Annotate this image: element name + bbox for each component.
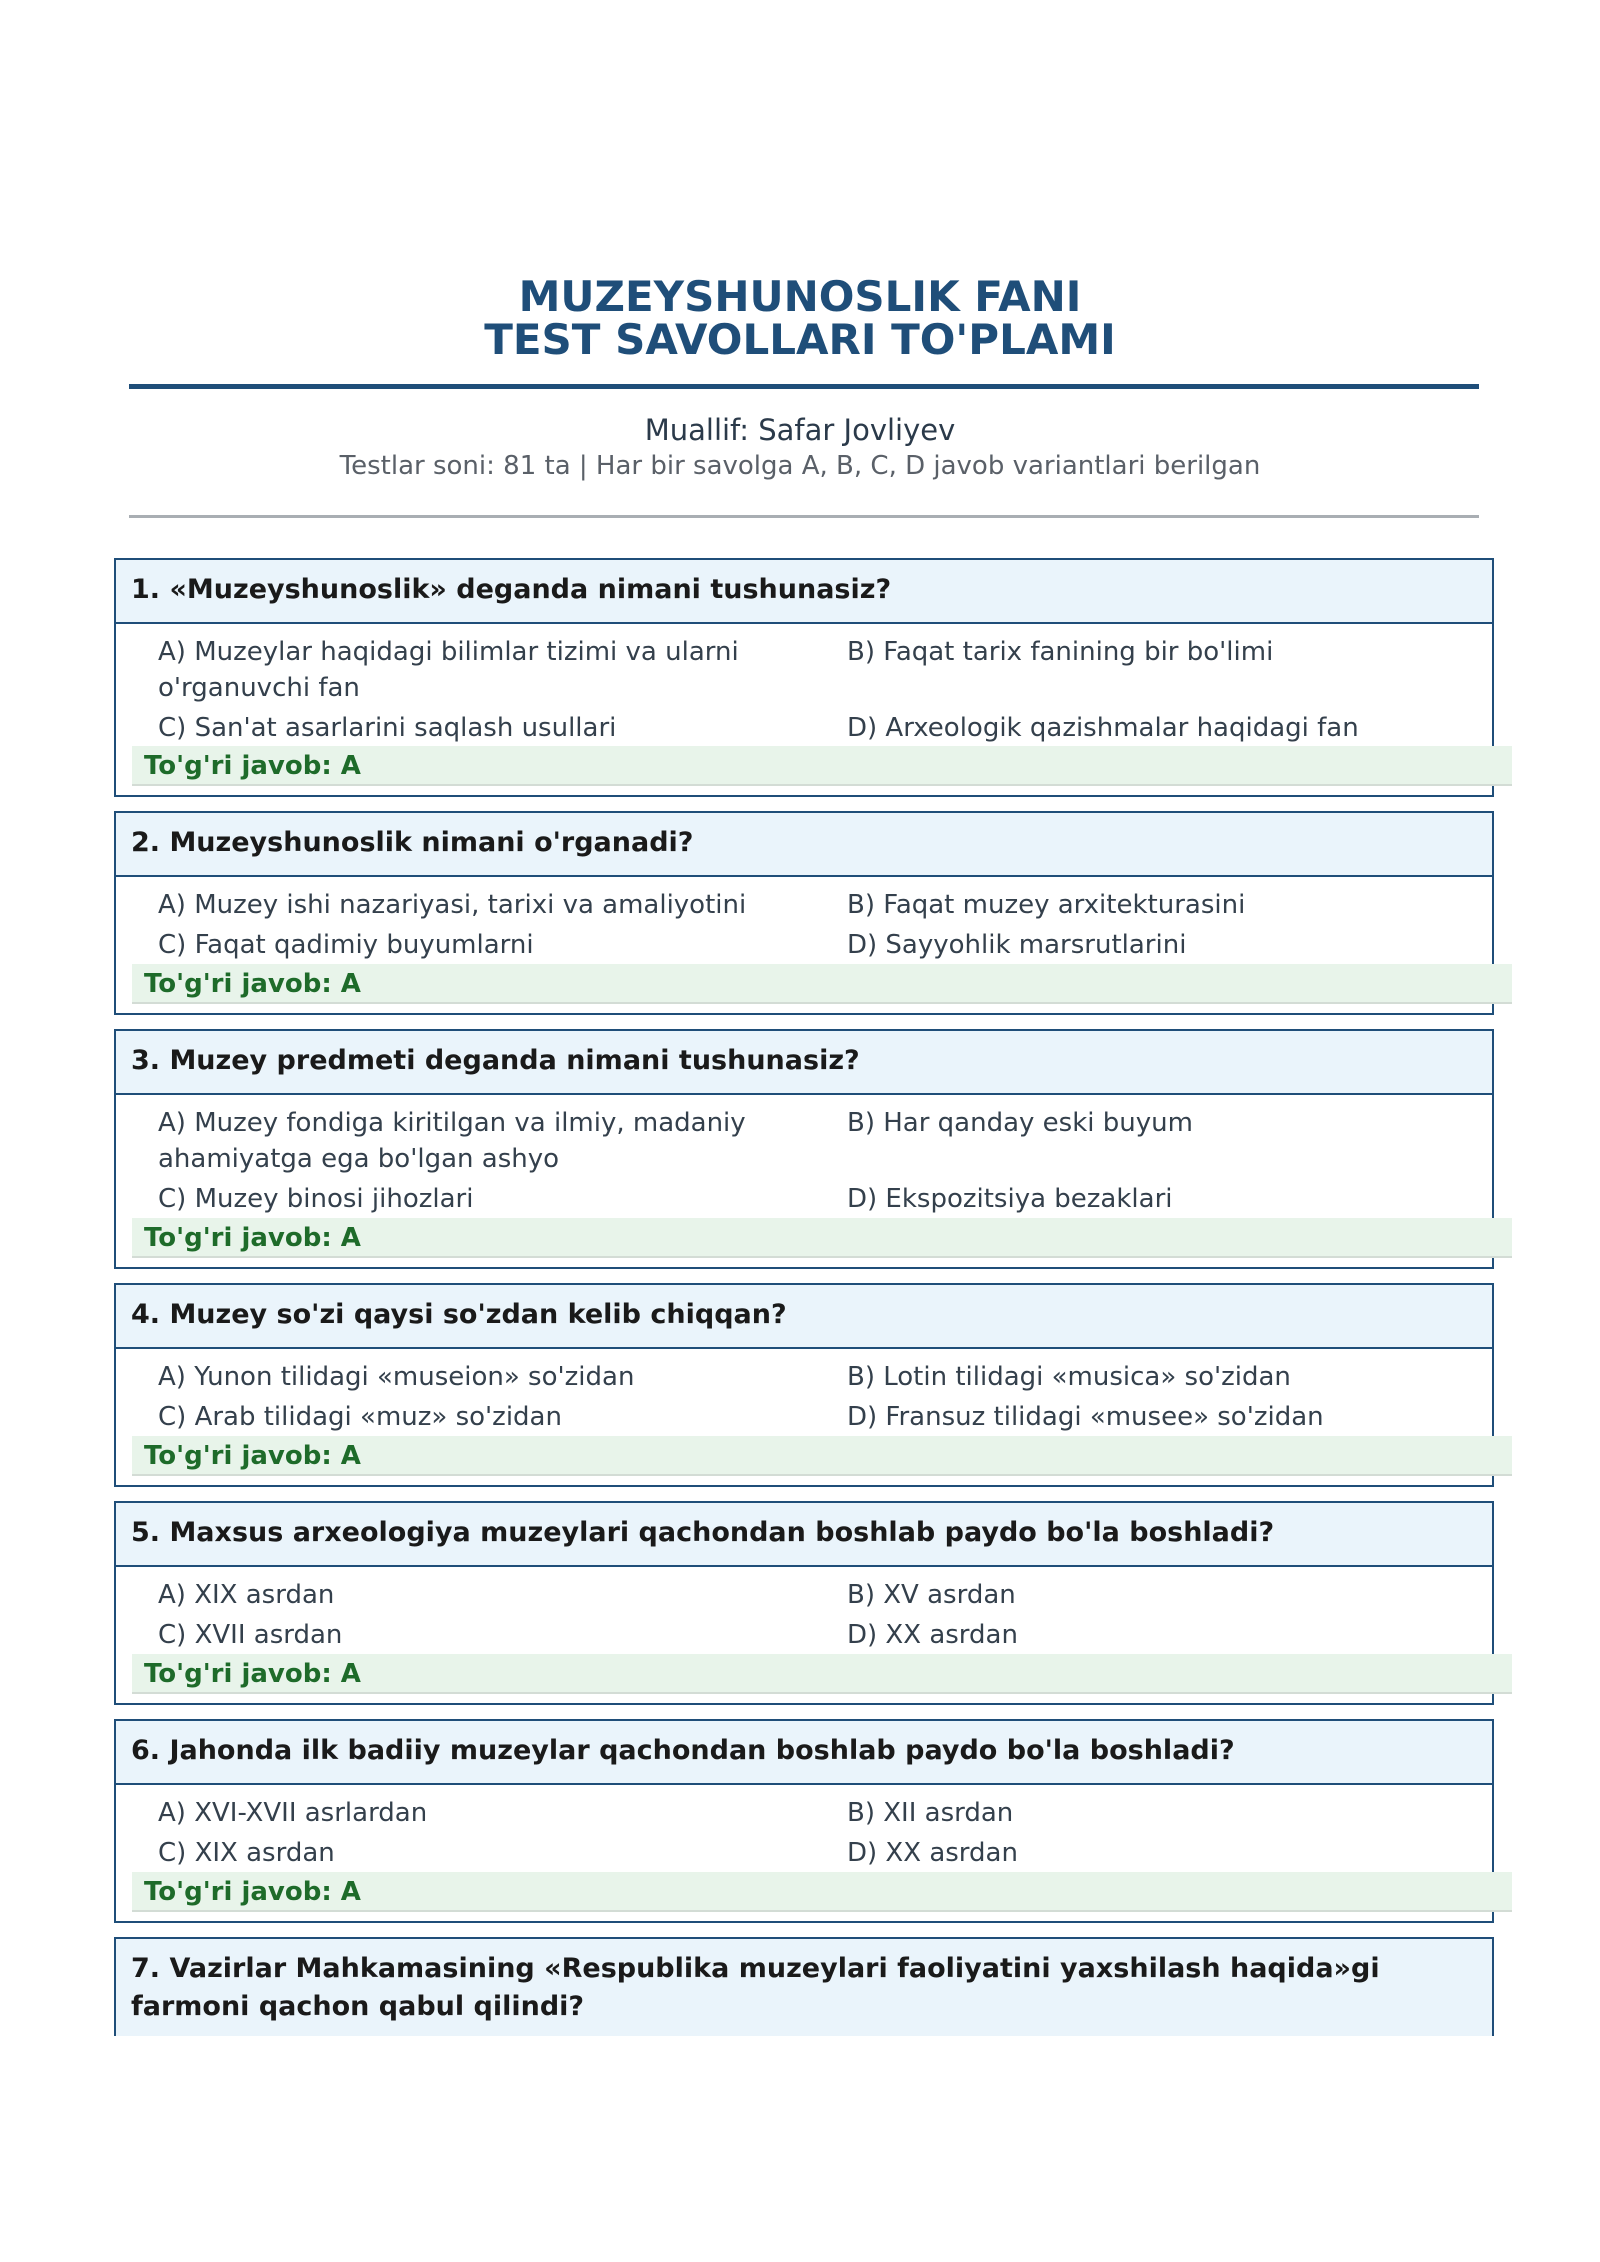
- option-b: B) Faqat tarix fanining bir bo'limi: [847, 637, 1274, 667]
- option-a: A) Muzey ishi nazariyasi, tarixi va amaliyotini: [158, 890, 747, 920]
- correct-answer: To'g'ri javob: A: [132, 1654, 1512, 1694]
- question-card-5: [114, 1501, 1494, 1705]
- question-text: 6. Jahonda ilk badiiy muzeylar qachondan boshlab paydo bo'la boshladi?: [116, 1721, 1492, 1785]
- question-card-2: [114, 811, 1494, 1015]
- question-text: 7. Vazirlar Mahkamasining «Respublika muzeylari faoliyatini yaxshilash haqida»gi farmoni qachon qabul qilindi?: [116, 1939, 1492, 2036]
- question-text: 3. Muzey predmeti deganda nimani tushunasiz?: [116, 1031, 1492, 1095]
- test-info-line: Testlar soni: 81 ta | Har bir savolga A, B, C, D javob variantlari berilgan: [339, 451, 1261, 481]
- option-b: B) Faqat muzey arxitekturasini: [847, 890, 1246, 920]
- option-b: B) XII asrdan: [847, 1798, 1014, 1828]
- author-line: Muallif: Safar Jovliyev: [644, 413, 956, 447]
- correct-answer: To'g'ri javob: A: [132, 746, 1512, 786]
- option-d: D) Arxeologik qazishmalar haqidagi fan: [847, 713, 1359, 743]
- question-text: 2. Muzeyshunoslik nimani o'rganadi?: [116, 813, 1492, 877]
- option-d: D) Sayyohlik marsrutlarini: [847, 930, 1187, 960]
- question-card-1: [114, 558, 1494, 797]
- correct-answer: To'g'ri javob: A: [132, 964, 1512, 1004]
- document-title-line2: TEST SAVOLLARI TO'PLAMI: [484, 315, 1116, 364]
- option-a: A) XIX asrdan: [158, 1580, 335, 1610]
- option-d: D) Ekspozitsiya bezaklari: [847, 1184, 1173, 1214]
- option-a: A) Muzey fondiga kiritilgan va ilmiy, madaniy ahamiyatga ega bo'lgan ashyo: [158, 1108, 746, 1174]
- correct-answer: To'g'ri javob: A: [132, 1218, 1512, 1258]
- option-a: A) Muzeylar haqidagi bilimlar tizimi va ularni o'rganuvchi fan: [158, 637, 739, 703]
- header-divider: [129, 515, 1479, 518]
- question-text: 4. Muzey so'zi qaysi so'zdan kelib chiqqan?: [116, 1285, 1492, 1349]
- option-b: B) Lotin tilidagi «musica» so'zidan: [847, 1362, 1291, 1392]
- option-c: C) Muzey binosi jihozlari: [158, 1184, 474, 1214]
- document-title-line1: MUZEYSHUNOSLIK FANI: [518, 272, 1082, 321]
- question-card-6: [114, 1719, 1494, 1923]
- options: [116, 1095, 1492, 1214]
- question-card-3: [114, 1029, 1494, 1269]
- option-d: D) Fransuz tilidagi «musee» so'zidan: [847, 1402, 1324, 1432]
- correct-answer: To'g'ri javob: A: [132, 1436, 1512, 1476]
- option-c: C) San'at asarlarini saqlash usullari: [158, 713, 617, 743]
- correct-answer: To'g'ri javob: A: [132, 1872, 1512, 1912]
- options: [116, 1785, 1492, 1868]
- options: [116, 877, 1492, 960]
- option-d: D) XX asrdan: [847, 1838, 1018, 1868]
- option-b: B) Har qanday eski buyum: [847, 1108, 1193, 1138]
- option-c: C) Arab tilidagi «muz» so'zidan: [158, 1402, 562, 1432]
- question-card-7: [114, 1937, 1494, 2036]
- option-c: C) XVII asrdan: [158, 1620, 343, 1650]
- option-d: D) XX asrdan: [847, 1620, 1018, 1650]
- option-a: A) Yunon tilidagi «museion» so'zidan: [158, 1362, 635, 1392]
- question-text: 1. «Muzeyshunoslik» deganda nimani tushunasiz?: [116, 560, 1492, 624]
- options: [116, 624, 1492, 743]
- option-c: C) XIX asrdan: [158, 1838, 335, 1868]
- title-divider: [129, 384, 1479, 389]
- options: [116, 1349, 1492, 1432]
- options: [116, 1567, 1492, 1650]
- question-text: 5. Maxsus arxeologiya muzeylari qachondan boshlab paydo bo'la boshladi?: [116, 1503, 1492, 1567]
- option-a: A) XVI-XVII asrlardan: [158, 1798, 428, 1828]
- option-b: B) XV asrdan: [847, 1580, 1016, 1610]
- question-card-4: [114, 1283, 1494, 1487]
- option-c: C) Faqat qadimiy buyumlarni: [158, 930, 534, 960]
